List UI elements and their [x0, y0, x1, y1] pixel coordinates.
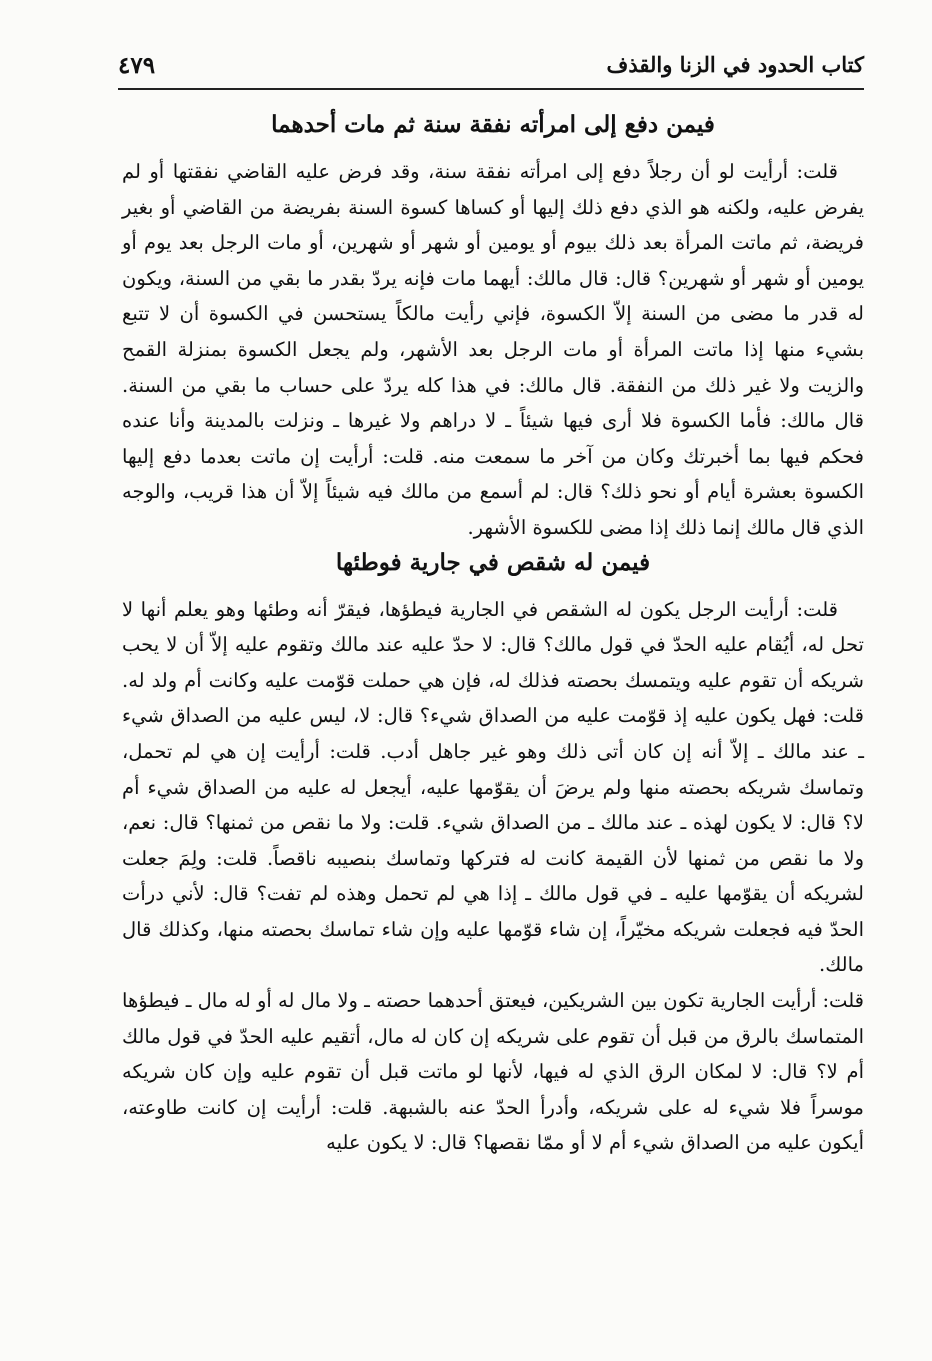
paragraph: قلت: أرأيت لو أن رجلاً دفع إلى امرأته نفقة سنة، وقد فرض عليه القاضي نفقتها أو لم يفرض عليه، ولكنه هو الذي دفع ذلك إليها أو كساها كسوة السنة بفريضة من القاضي أو بغير فريضة، ثم ماتت المرأة بعد ذلك بيوم أو يومين أو شهر أو شهرين، أو مات الرجل بعد يوم أو يومين أو شهر أو شهرين؟ قال: قال مالك: أيهما مات فإنه يردّ بقدر ما بقي من السنة، ويكون له قدر ما مضى من السنة إلاّ الكسوة، فإني رأيت مالكاً يستحسن في الكسوة أن لا تتبع بشيء منها إذا ماتت المرأة أو مات الرجل بعد الأشهر، ولم يجعل الكسوة بمنزلة القمح والزيت ولا غير ذلك من النفقة. قال مالك: في هذا كله يردّ على حساب ما بقي من السنة. قال مالك: فأما الكسوة فلا أرى فيها شيئاً ـ لا دراهم ولا غيرها ـ ونزلت بالمدينة وأنا عنده فحكم فيها بما أخبرتك وكان من آخر ما سمعت منه. قلت: أرأيت إن ماتت بعدما دفع إليها الكسوة بعشرة أيام أو نحو ذلك؟ قال: لم أسمع من مالك فيه شيئاً إلاّ أن هذا قريب، والوجه الذي قال مالك إنما ذلك إذا مضى للكسوة الأشهر.	[122, 160, 864, 539]
section-heading: فيمن دفع إلى امرأته نفقة سنة ثم مات أحدهما	[271, 111, 715, 138]
page-body	[122, 108, 864, 1161]
paragraph: قلت: أرأيت الرجل يكون له الشقص في الجارية فيطؤها، فيقرّ أنه وطئها وهو يعلم أنها لا تحل له، أيُقام عليه الحدّ في قول مالك؟ قال: لا حدّ عليه عند مالك وتقوم عليه إلاّ أن لا يحب شريكه أن تقوم عليه ويتمسك بحصته فذلك له، فإن هي حملت قوّمت عليه وكانت أم ولد له. قلت: فهل يكون عليه إذ قوّمت عليه من الصداق شيء؟ قال: لا، ليس عليه من الصداق شيء ـ عند مالك ـ إلاّ أنه إن كان أتى ذلك وهو غير جاهل أدب. قلت: أرأيت إن هي لم تحمل، وتماسك شريكه بحصته منها ولم يرضَ أن يقوّمها عليه، أيجعل له عليه من الصداق شيء أم لا؟ قال: لا يكون لهذه ـ عند مالك ـ من الصداق شيء. قلت: ولا ما نقص من ثمنها؟ قال: نعم، ولا ما نقص من ثمنها لأن القيمة كانت له فتركها وتماسك بنصيبه ناقصاً. قلت: ولِمَ جعلت لشريكه أن يقوّمها عليه ـ في قول مالك ـ إذا هي لم تحمل وهذه لم تفت؟ قال: لأني درأت الحدّ فيه فجعلت شريكه مخيّراً، إن شاء قوّمها عليه وإن شاء تماسك بحصته منها، وكذلك قال مالك.	[122, 597, 864, 977]
section-heading: فيمن له شقص في جارية فوطئها	[335, 548, 651, 576]
paragraph: قلت: أرأيت الجارية تكون بين الشريكين، فيعتق أحدهما حصته ـ ولا مال له أو له مال ـ فيطؤها المتماسك بالرق من قبل أن تقوم على شريكه إن كان له مال، أتقيم عليه الحدّ في قول مالك أم لا؟ قال: لا لمكان الرق الذي له فيها، لأنها لو ماتت قبل أن تقوم عليه وإن كان شريكه موسراً فلا شيء له على شريكه، وأدرأ الحدّ عنه بالشبهة. قلت: أرأيت إن كانت طاوعته، أيكون عليه من الصداق شيء أم لا أو ممّا نقصها؟ قال: لا يكون عليه	[122, 989, 864, 1155]
running-title: كتاب الحدود في الزنا والقذف	[606, 52, 864, 77]
running-header	[118, 46, 864, 90]
page-number: ٤٧٩	[118, 52, 156, 79]
